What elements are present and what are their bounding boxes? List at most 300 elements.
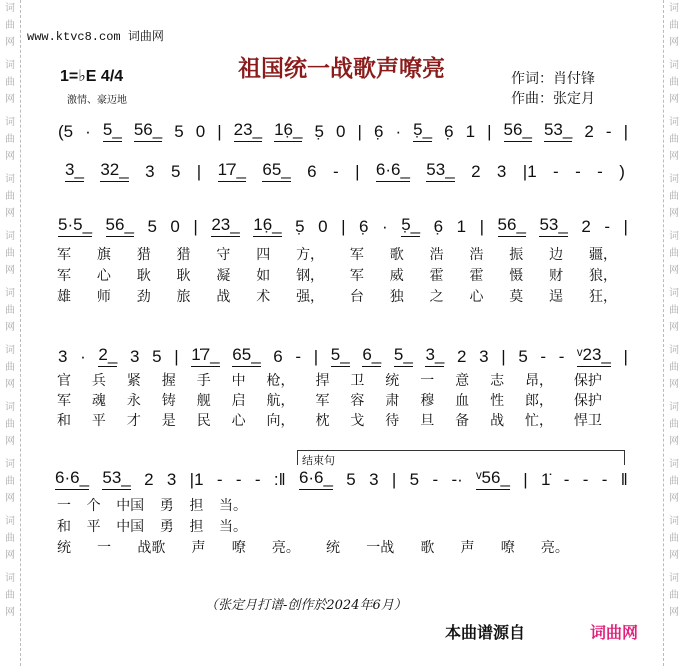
lyric-syllable: 个 bbox=[86, 497, 101, 513]
watermark-char: 曲 bbox=[669, 533, 679, 544]
watermark-char: 曲 bbox=[669, 362, 679, 373]
note: 6̣ bbox=[359, 217, 369, 236]
note: - bbox=[563, 470, 570, 489]
lyric-syllable: 钢， bbox=[296, 267, 325, 283]
lyric-syllable: 四 bbox=[256, 246, 271, 262]
lyric-syllable: 猎 bbox=[136, 246, 151, 262]
barline: | bbox=[623, 122, 628, 141]
note: ᵛ56_ bbox=[476, 468, 510, 490]
watermark-char: 曲 bbox=[5, 533, 15, 544]
lyric-syllable: 军 bbox=[57, 392, 71, 408]
lyric-syllable: 雄 bbox=[57, 288, 71, 304]
lyric-syllable: 旅 bbox=[176, 288, 191, 304]
watermark-char: 网 bbox=[669, 550, 679, 561]
lyric-syllable: 一 bbox=[97, 539, 112, 555]
watermark-char: 词 bbox=[5, 60, 15, 71]
key-signature bbox=[60, 66, 123, 86]
lyric-syllable: 浩 bbox=[469, 246, 484, 262]
lyric-syllable: 狂， bbox=[588, 288, 617, 304]
lyric-line bbox=[57, 286, 617, 306]
watermark-char: 词 bbox=[669, 459, 679, 470]
note: 5 bbox=[170, 162, 181, 181]
watermark-char: 词 bbox=[669, 174, 679, 185]
lyric-syllable: 凝 bbox=[216, 267, 231, 283]
lyric-syllable: 旦 bbox=[420, 412, 435, 428]
note: 53_ bbox=[544, 120, 572, 142]
lyric-syllable: 民 bbox=[196, 412, 211, 428]
lyric-syllable: 耿 bbox=[176, 267, 191, 283]
lyric-syllable: 平 bbox=[86, 518, 101, 534]
lyric-syllable: 猎 bbox=[176, 246, 191, 262]
barline: |1 bbox=[522, 162, 537, 181]
barline: | bbox=[623, 217, 628, 236]
watermark-left bbox=[3, 0, 17, 627]
lyric-syllable: 术 bbox=[256, 288, 271, 304]
watermark-char: 网 bbox=[5, 436, 15, 447]
note: 2_ bbox=[98, 345, 117, 367]
watermark-char: 词 bbox=[5, 516, 15, 527]
lyric-syllable: 军 bbox=[349, 246, 364, 262]
watermark-char: 词 bbox=[5, 459, 15, 470]
notation-row bbox=[58, 215, 628, 237]
lyric-syllable: 性 bbox=[490, 392, 505, 408]
lyric-syllable: 握 bbox=[161, 372, 176, 388]
lyric-syllable: 心 bbox=[96, 267, 111, 283]
lyric-syllable: 永 bbox=[126, 392, 141, 408]
note: 6·6_ bbox=[376, 160, 410, 182]
watermark-char: 曲 bbox=[669, 20, 679, 31]
lyric-line bbox=[57, 244, 617, 264]
watermark-char: 词 bbox=[669, 60, 679, 71]
note: 2 bbox=[581, 217, 591, 236]
lyric-syllable: 统 bbox=[326, 539, 341, 555]
lyric-syllable: 平 bbox=[91, 412, 106, 428]
ending-label: 结束句 bbox=[302, 455, 335, 467]
note: 1̇ bbox=[541, 470, 551, 489]
lyric-syllable: 霍 bbox=[469, 267, 484, 283]
watermark-char: 网 bbox=[5, 37, 15, 48]
lyric-syllable: 霍 bbox=[429, 267, 444, 283]
note: 3 bbox=[145, 162, 155, 181]
watermark-char: 词 bbox=[5, 573, 15, 584]
watermark-char: 曲 bbox=[5, 20, 15, 31]
barline: | bbox=[313, 347, 319, 366]
watermark-char: 网 bbox=[5, 379, 15, 390]
lyric-syllable: 保护 bbox=[573, 372, 602, 388]
note: 5̣ bbox=[314, 122, 324, 141]
lyric-syllable: 昂， bbox=[524, 372, 553, 388]
note: ᵛ23_ bbox=[577, 345, 611, 367]
watermark-char: 网 bbox=[5, 550, 15, 561]
lyric-syllable: 嘹 bbox=[500, 539, 515, 555]
lyric-syllable: 血 bbox=[455, 392, 470, 408]
note: · bbox=[80, 347, 86, 366]
note: · bbox=[85, 122, 91, 141]
lyric-syllable: 当。 bbox=[218, 518, 247, 534]
lyric-syllable: 启 bbox=[231, 392, 246, 408]
note: 2 bbox=[471, 162, 481, 181]
watermark-char: 词 bbox=[669, 516, 679, 527]
lyric-syllable: 手 bbox=[196, 372, 211, 388]
lyric-syllable: 疆， bbox=[588, 246, 617, 262]
watermark-char: 曲 bbox=[5, 134, 15, 145]
lyric-line bbox=[57, 370, 602, 390]
note: 6·6_ bbox=[299, 468, 333, 490]
lyric-syllable: 和 bbox=[57, 412, 71, 428]
watermark-char: 网 bbox=[669, 379, 679, 390]
note: 6̣ bbox=[433, 217, 444, 236]
lyric-syllable: 歌 bbox=[420, 539, 435, 555]
lyric-syllable: 振 bbox=[509, 246, 524, 262]
lyric-syllable: 之 bbox=[429, 288, 444, 304]
note: 3 bbox=[58, 347, 68, 366]
lyric-syllable: 当。 bbox=[218, 497, 247, 513]
note: 5 bbox=[518, 347, 528, 366]
lyric-line bbox=[57, 516, 247, 536]
notation-row bbox=[58, 345, 628, 367]
watermark-char: 曲 bbox=[5, 362, 15, 373]
note: 6_ bbox=[362, 345, 381, 367]
watermark-char: 曲 bbox=[669, 248, 679, 259]
note: 16̣_ bbox=[274, 120, 302, 142]
watermark-char: 词 bbox=[669, 573, 679, 584]
lyric-syllable: 容 bbox=[350, 392, 365, 408]
watermark-char: 词 bbox=[5, 174, 15, 185]
lyric-syllable: 军 bbox=[315, 392, 330, 408]
lyric-syllable: 向， bbox=[266, 412, 295, 428]
note: 3 bbox=[129, 347, 140, 366]
lyric-syllable: 如 bbox=[256, 267, 271, 283]
lyric-syllable: 悍卫 bbox=[573, 412, 602, 428]
watermark-char: 词 bbox=[669, 117, 679, 128]
composer: 作曲：张定月 bbox=[511, 90, 595, 106]
note: 56_ bbox=[504, 120, 532, 142]
note: 3 bbox=[496, 162, 507, 181]
watermark-char: 网 bbox=[669, 493, 679, 504]
note: 5 bbox=[346, 470, 356, 489]
lyric-syllable: 心 bbox=[231, 412, 246, 428]
notation-row bbox=[58, 120, 628, 142]
barline: | bbox=[193, 217, 198, 236]
note: 5 bbox=[409, 470, 420, 489]
lyric-syllable: 勇 bbox=[159, 518, 174, 534]
note: 6 bbox=[307, 162, 317, 181]
note: 3_ bbox=[425, 345, 444, 367]
lyric-syllable: 中国 bbox=[116, 497, 145, 513]
watermark-char: 网 bbox=[5, 94, 15, 105]
lyric-syllable: 官 bbox=[57, 372, 71, 388]
note: 1̇7_ bbox=[191, 345, 219, 367]
lyric-syllable: 声 bbox=[460, 539, 475, 555]
footer-note: （张定月打谱-创作於2024年6月） bbox=[205, 598, 407, 613]
lyric-syllable: 亮。 bbox=[271, 539, 300, 555]
note: - bbox=[432, 470, 439, 489]
note: 5_ bbox=[331, 345, 350, 367]
note: 6̣ bbox=[444, 122, 454, 141]
watermark-char: 曲 bbox=[5, 248, 15, 259]
lyric-syllable: 亮。 bbox=[540, 539, 569, 555]
barline: ‖ bbox=[620, 470, 628, 489]
barline: | bbox=[341, 217, 346, 236]
barline: | bbox=[355, 162, 360, 181]
lyric-syllable: 统 bbox=[57, 539, 71, 555]
lyric-syllable: 军 bbox=[57, 246, 71, 262]
watermark-char: 网 bbox=[669, 436, 679, 447]
note: 23_ bbox=[211, 215, 239, 237]
lyric-syllable: 军 bbox=[349, 267, 364, 283]
note: 56_ bbox=[498, 215, 526, 237]
note: 0 bbox=[170, 217, 180, 236]
lyric-syllable: 旗 bbox=[96, 246, 111, 262]
source-site-link[interactable]: 词曲网 bbox=[590, 625, 639, 642]
note: 5_ bbox=[103, 120, 122, 142]
note: - bbox=[597, 162, 603, 181]
lyric-syllable: 担 bbox=[189, 518, 204, 534]
watermark-char: 词 bbox=[669, 3, 679, 14]
note: 6̣ bbox=[373, 122, 384, 141]
lyric-syllable: 台 bbox=[349, 288, 364, 304]
lyric-syllable: 中 bbox=[231, 372, 246, 388]
key: 1=♭E bbox=[60, 68, 97, 85]
barline: | bbox=[501, 347, 506, 366]
watermark-char: 网 bbox=[669, 265, 679, 276]
lyric-syllable: 强， bbox=[296, 288, 325, 304]
note: 0 bbox=[318, 217, 328, 236]
watermark-char: 网 bbox=[5, 265, 15, 276]
lyric-syllable: 兵 bbox=[91, 372, 106, 388]
lyric-syllable: 威 bbox=[389, 267, 404, 283]
note: 6·6_ bbox=[55, 468, 89, 490]
lyric-syllable: 卫 bbox=[350, 372, 365, 388]
lyric-syllable: 担 bbox=[189, 497, 204, 513]
watermark-char: 曲 bbox=[669, 134, 679, 145]
note: - bbox=[333, 162, 339, 181]
time-signature: 4/4 bbox=[100, 68, 124, 85]
lyric-syllable: 备 bbox=[455, 412, 470, 428]
note: 0 bbox=[195, 122, 206, 141]
note: 56_ bbox=[106, 215, 134, 237]
note: 1 bbox=[465, 122, 476, 141]
watermark-char: 网 bbox=[5, 493, 15, 504]
watermark-char: 词 bbox=[5, 231, 15, 242]
watermark-char: 网 bbox=[669, 37, 679, 48]
note: - bbox=[216, 470, 223, 489]
note: -· bbox=[451, 470, 463, 489]
lyric-syllable: 心 bbox=[469, 288, 484, 304]
watermark-char: 网 bbox=[669, 322, 679, 333]
watermark-char: 词 bbox=[669, 345, 679, 356]
note: - bbox=[295, 347, 302, 366]
note: 1̇7_ bbox=[218, 160, 246, 182]
watermark-char: 词 bbox=[669, 231, 679, 242]
lyric-syllable: 意 bbox=[455, 372, 470, 388]
note: 5̣_ bbox=[401, 215, 420, 237]
watermark-char: 曲 bbox=[669, 590, 679, 601]
watermark-char: 词 bbox=[669, 288, 679, 299]
note: 53_ bbox=[426, 160, 454, 182]
watermark-char: 网 bbox=[669, 94, 679, 105]
lyric-syllable: 待 bbox=[385, 412, 400, 428]
lyric-syllable: 航， bbox=[266, 392, 295, 408]
watermark-char: 曲 bbox=[669, 419, 679, 430]
watermark-char: 词 bbox=[5, 117, 15, 128]
watermark-char: 曲 bbox=[5, 191, 15, 202]
barline: | bbox=[196, 162, 202, 181]
lyric-syllable: 志 bbox=[490, 372, 505, 388]
watermark-char: 曲 bbox=[669, 191, 679, 202]
watermark-char: 网 bbox=[5, 151, 15, 162]
lyric-syllable: 穆 bbox=[420, 392, 435, 408]
lyric-line bbox=[57, 537, 569, 557]
note: - bbox=[582, 470, 589, 489]
lyric-syllable: 逞 bbox=[549, 288, 564, 304]
watermark-char: 曲 bbox=[5, 419, 15, 430]
lyric-syllable: 战歌 bbox=[137, 539, 166, 555]
watermark-char: 网 bbox=[669, 208, 679, 219]
note: 1 bbox=[456, 217, 467, 236]
lyric-syllable: 狼， bbox=[588, 267, 617, 283]
watermark-char: 曲 bbox=[5, 77, 15, 88]
lyric-syllable: 保护 bbox=[573, 392, 602, 408]
lyric-syllable: 守 bbox=[216, 246, 231, 262]
right-border bbox=[663, 0, 664, 666]
barline: | bbox=[391, 470, 397, 489]
barline: | bbox=[479, 217, 485, 236]
note: - bbox=[540, 347, 547, 366]
watermark-char: 网 bbox=[5, 607, 15, 618]
lyric-syllable: 枪， bbox=[266, 372, 295, 388]
lyric-syllable: 枕 bbox=[315, 412, 330, 428]
note: · bbox=[395, 122, 402, 141]
watermark-char: 曲 bbox=[5, 305, 15, 316]
lyric-syllable: 方， bbox=[296, 246, 325, 262]
lyric-syllable: 一战 bbox=[366, 539, 395, 555]
lyric-syllable: 战 bbox=[216, 288, 231, 304]
barline: :‖ bbox=[273, 470, 286, 489]
watermark-char: 网 bbox=[669, 607, 679, 618]
lyric-syllable: 戈 bbox=[350, 412, 365, 428]
watermark-char: 词 bbox=[5, 345, 15, 356]
note: - bbox=[558, 347, 565, 366]
watermark-char: 曲 bbox=[5, 476, 15, 487]
lyric-syllable: 独 bbox=[389, 288, 404, 304]
note: - bbox=[235, 470, 242, 489]
lyric-syllable: 统 bbox=[385, 372, 400, 388]
note: 3 bbox=[369, 470, 379, 489]
note: 5_ bbox=[394, 345, 413, 367]
ending-bracket bbox=[297, 450, 625, 465]
barline: | bbox=[217, 122, 222, 141]
note: - bbox=[605, 122, 612, 141]
lyric-syllable: 紧 bbox=[126, 372, 141, 388]
watermark-char: 网 bbox=[5, 322, 15, 333]
lyric-syllable: 肃 bbox=[385, 392, 400, 408]
lyric-syllable: 耿 bbox=[136, 267, 151, 283]
note: 2 bbox=[144, 470, 154, 489]
barline: | bbox=[487, 122, 492, 141]
lyric-syllable: 舰 bbox=[196, 392, 211, 408]
watermark-char: 曲 bbox=[669, 476, 679, 487]
notation-row bbox=[55, 468, 628, 490]
lyric-syllable: 铸 bbox=[161, 392, 176, 408]
watermark-char: 词 bbox=[5, 288, 15, 299]
watermark-char: 曲 bbox=[669, 77, 679, 88]
note: 53_ bbox=[539, 215, 567, 237]
note: 3_ bbox=[65, 160, 84, 182]
note: 5·5_ bbox=[58, 215, 92, 237]
lyric-syllable: 勇 bbox=[159, 497, 174, 513]
watermark-char: 词 bbox=[5, 3, 15, 14]
note: 5 bbox=[152, 347, 162, 366]
note: 5 bbox=[174, 122, 184, 141]
lyric-syllable: 一 bbox=[420, 372, 435, 388]
note: · bbox=[382, 217, 388, 236]
left-border bbox=[20, 0, 21, 666]
site-url[interactable]: www.ktvc8.com 词曲网 bbox=[27, 30, 164, 44]
watermark-char: 曲 bbox=[5, 590, 15, 601]
watermark-char: 词 bbox=[669, 402, 679, 413]
lyric-syllable: 歌 bbox=[389, 246, 404, 262]
note: 3 bbox=[479, 347, 489, 366]
note: 0 bbox=[335, 122, 346, 141]
lyric-syllable: 嘹 bbox=[231, 539, 246, 555]
barline: | bbox=[623, 347, 628, 366]
lyric-syllable: 战 bbox=[490, 412, 505, 428]
note: 5 bbox=[147, 217, 157, 236]
note: - bbox=[254, 470, 261, 489]
lyricist: 作词：肖付锋 bbox=[511, 70, 595, 86]
lyric-syllable: 才 bbox=[126, 412, 141, 428]
lyric-line bbox=[57, 410, 602, 430]
note: 56_ bbox=[134, 120, 162, 142]
lyric-syllable: 捍 bbox=[315, 372, 330, 388]
note: ) bbox=[619, 162, 625, 181]
lyric-syllable: 军 bbox=[57, 267, 71, 283]
song-title: 祖国统一战歌声嘹亮 bbox=[238, 55, 445, 81]
notation-row bbox=[65, 160, 625, 182]
note: - bbox=[604, 217, 610, 236]
lyric-syllable: 忙， bbox=[524, 412, 553, 428]
watermark-char: 网 bbox=[5, 208, 15, 219]
barline: | bbox=[174, 347, 179, 366]
lyric-syllable: 是 bbox=[161, 412, 176, 428]
note: 23_ bbox=[234, 120, 262, 142]
lyric-syllable: 浩 bbox=[429, 246, 444, 262]
watermark-char: 词 bbox=[5, 402, 15, 413]
note: - bbox=[575, 162, 581, 181]
lyric-syllable: 和 bbox=[57, 518, 71, 534]
lyric-syllable: 中国 bbox=[116, 518, 145, 534]
lyric-syllable: 郎， bbox=[524, 392, 553, 408]
lyric-syllable: 慑 bbox=[509, 267, 524, 283]
lyric-syllable: 魂 bbox=[91, 392, 106, 408]
watermark-char: 网 bbox=[669, 151, 679, 162]
lyric-syllable: 劲 bbox=[136, 288, 151, 304]
note: 3 bbox=[166, 470, 177, 489]
lyric-syllable: 莫 bbox=[509, 288, 524, 304]
barline: | bbox=[523, 470, 528, 489]
note: 53_ bbox=[102, 468, 130, 490]
tempo-marking: 激情、豪迈地 bbox=[67, 95, 127, 106]
watermark-char: 曲 bbox=[669, 305, 679, 316]
lyric-syllable: 边 bbox=[549, 246, 564, 262]
lyric-line bbox=[57, 265, 617, 285]
note: 2 bbox=[584, 122, 594, 141]
barline: |1 bbox=[189, 470, 204, 489]
lyric-syllable: 一 bbox=[57, 497, 71, 513]
note: 16̣_ bbox=[253, 215, 281, 237]
barline: | bbox=[357, 122, 362, 141]
